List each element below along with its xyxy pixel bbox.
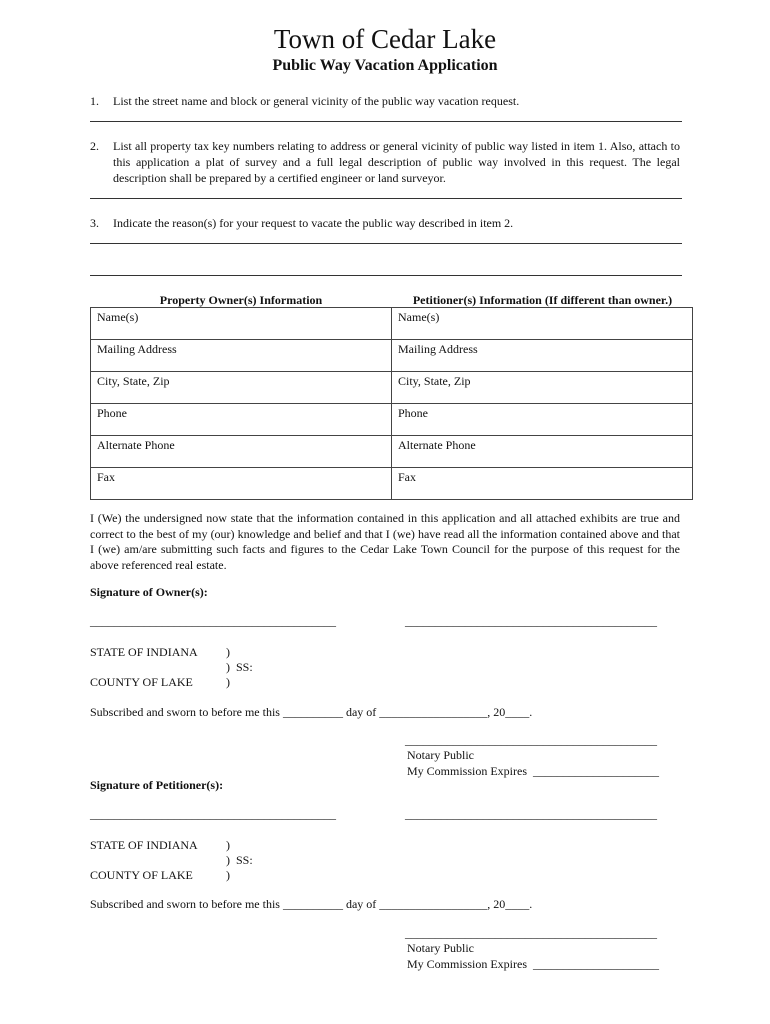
owner-info-heading: Property Owner(s) Information bbox=[159, 293, 323, 307]
owner-commission-expires[interactable]: My Commission Expires _____________________ bbox=[407, 764, 660, 778]
owner-notary-signature-line[interactable]: __________________________________________ bbox=[405, 733, 657, 747]
question-number: 1. bbox=[90, 94, 99, 108]
owner-phone-field[interactable]: Phone bbox=[91, 404, 392, 436]
petitioner-sworn-statement[interactable]: Subscribed and sworn to before me this __________ day of __________________, 20____. bbox=[90, 897, 533, 911]
owner-fax-field[interactable]: Fax bbox=[91, 468, 392, 500]
petitioner-state-label: STATE OF INDIANA bbox=[90, 838, 198, 852]
page-subtitle: Public Way Vacation Application bbox=[272, 57, 498, 74]
owner-ss-label: ) SS: bbox=[226, 660, 253, 674]
petitioner-name-field[interactable]: Name(s) bbox=[392, 308, 693, 340]
question-text: Indicate the reason(s) for your request to vacate the public way described in item 2. bbox=[113, 216, 514, 230]
attestation-statement: I (We) the undersigned now state that the information contained in this application and all attached exhibits are true and correct to the best of my (our) knowledge and belief and that I (we) have read all the information contained above and that I (we) am/are submitting such facts and figures to the Cedar Lake Town Council for the purpose of this request for the above referenced real estate. bbox=[90, 511, 680, 572]
petitioner-county-label: COUNTY OF LAKE bbox=[90, 868, 193, 882]
owner-city-field[interactable]: City, State, Zip bbox=[91, 372, 392, 404]
petitioner-address-field[interactable]: Mailing Address bbox=[392, 340, 693, 372]
answer-line-3a[interactable] bbox=[90, 243, 682, 244]
petitioner-phone-field[interactable]: Phone bbox=[392, 404, 693, 436]
question-3 bbox=[90, 215, 680, 231]
petitioner-paren-3: ) bbox=[226, 868, 230, 882]
petitioner-signature-line-left[interactable]: _________________________________________ bbox=[90, 807, 336, 821]
owner-address-field[interactable]: Mailing Address bbox=[91, 340, 392, 372]
table-row bbox=[91, 308, 693, 340]
petitioner-city-field[interactable]: City, State, Zip bbox=[392, 372, 693, 404]
petitioner-signature-line-right[interactable]: __________________________________________ bbox=[405, 807, 657, 821]
table-row bbox=[91, 468, 693, 500]
question-text: List the street name and block or general vicinity of the public way vacation request. bbox=[113, 94, 520, 108]
petitioner-signature-heading: Signature of Petitioner(s): bbox=[90, 778, 224, 792]
owner-state-label: STATE OF INDIANA bbox=[90, 645, 198, 659]
petitioner-info-heading: Petitioner(s) Information (If different than owner.) bbox=[412, 293, 673, 307]
owner-county-label: COUNTY OF LAKE bbox=[90, 675, 193, 689]
petitioner-fax-field[interactable]: Fax bbox=[392, 468, 693, 500]
question-1 bbox=[90, 93, 680, 109]
question-number: 2. bbox=[90, 139, 99, 153]
owner-signature-heading: Signature of Owner(s): bbox=[90, 585, 208, 599]
petitioner-notary-label: Notary Public bbox=[407, 941, 474, 955]
table-row bbox=[91, 404, 693, 436]
petitioner-ss-label: ) SS: bbox=[226, 853, 253, 867]
petitioner-commission-expires[interactable]: My Commission Expires _____________________ bbox=[407, 957, 660, 971]
page-title: Town of Cedar Lake bbox=[273, 24, 497, 54]
info-table bbox=[90, 307, 693, 500]
question-text: List all property tax key numbers relating to address or general vicinity of public way listed in item 1. Also, attach to this application a plat of survey and a full legal description of public way involved in this request. The legal description shall be prepared by a certified engineer or land surveyor. bbox=[113, 139, 680, 185]
table-row bbox=[91, 372, 693, 404]
owner-paren-3: ) bbox=[226, 675, 230, 689]
answer-line-2[interactable] bbox=[90, 198, 682, 199]
table-row bbox=[91, 436, 693, 468]
petitioner-notary-signature-line[interactable]: __________________________________________ bbox=[405, 926, 657, 940]
answer-line-3b[interactable] bbox=[90, 275, 682, 276]
petitioner-paren-1: ) bbox=[226, 838, 230, 852]
owner-name-field[interactable]: Name(s) bbox=[91, 308, 392, 340]
question-number: 3. bbox=[90, 216, 99, 230]
owner-paren-1: ) bbox=[226, 645, 230, 659]
owner-sworn-statement[interactable]: Subscribed and sworn to before me this __________ day of __________________, 20____. bbox=[90, 705, 533, 719]
owner-signature-line-left[interactable]: _________________________________________ bbox=[90, 614, 336, 628]
owner-notary-label: Notary Public bbox=[407, 748, 474, 762]
question-2 bbox=[90, 138, 680, 186]
answer-line-1[interactable] bbox=[90, 121, 682, 122]
owner-signature-line-right[interactable]: __________________________________________ bbox=[405, 614, 657, 628]
owner-alt-phone-field[interactable]: Alternate Phone bbox=[91, 436, 392, 468]
table-row bbox=[91, 340, 693, 372]
petitioner-alt-phone-field[interactable]: Alternate Phone bbox=[392, 436, 693, 468]
